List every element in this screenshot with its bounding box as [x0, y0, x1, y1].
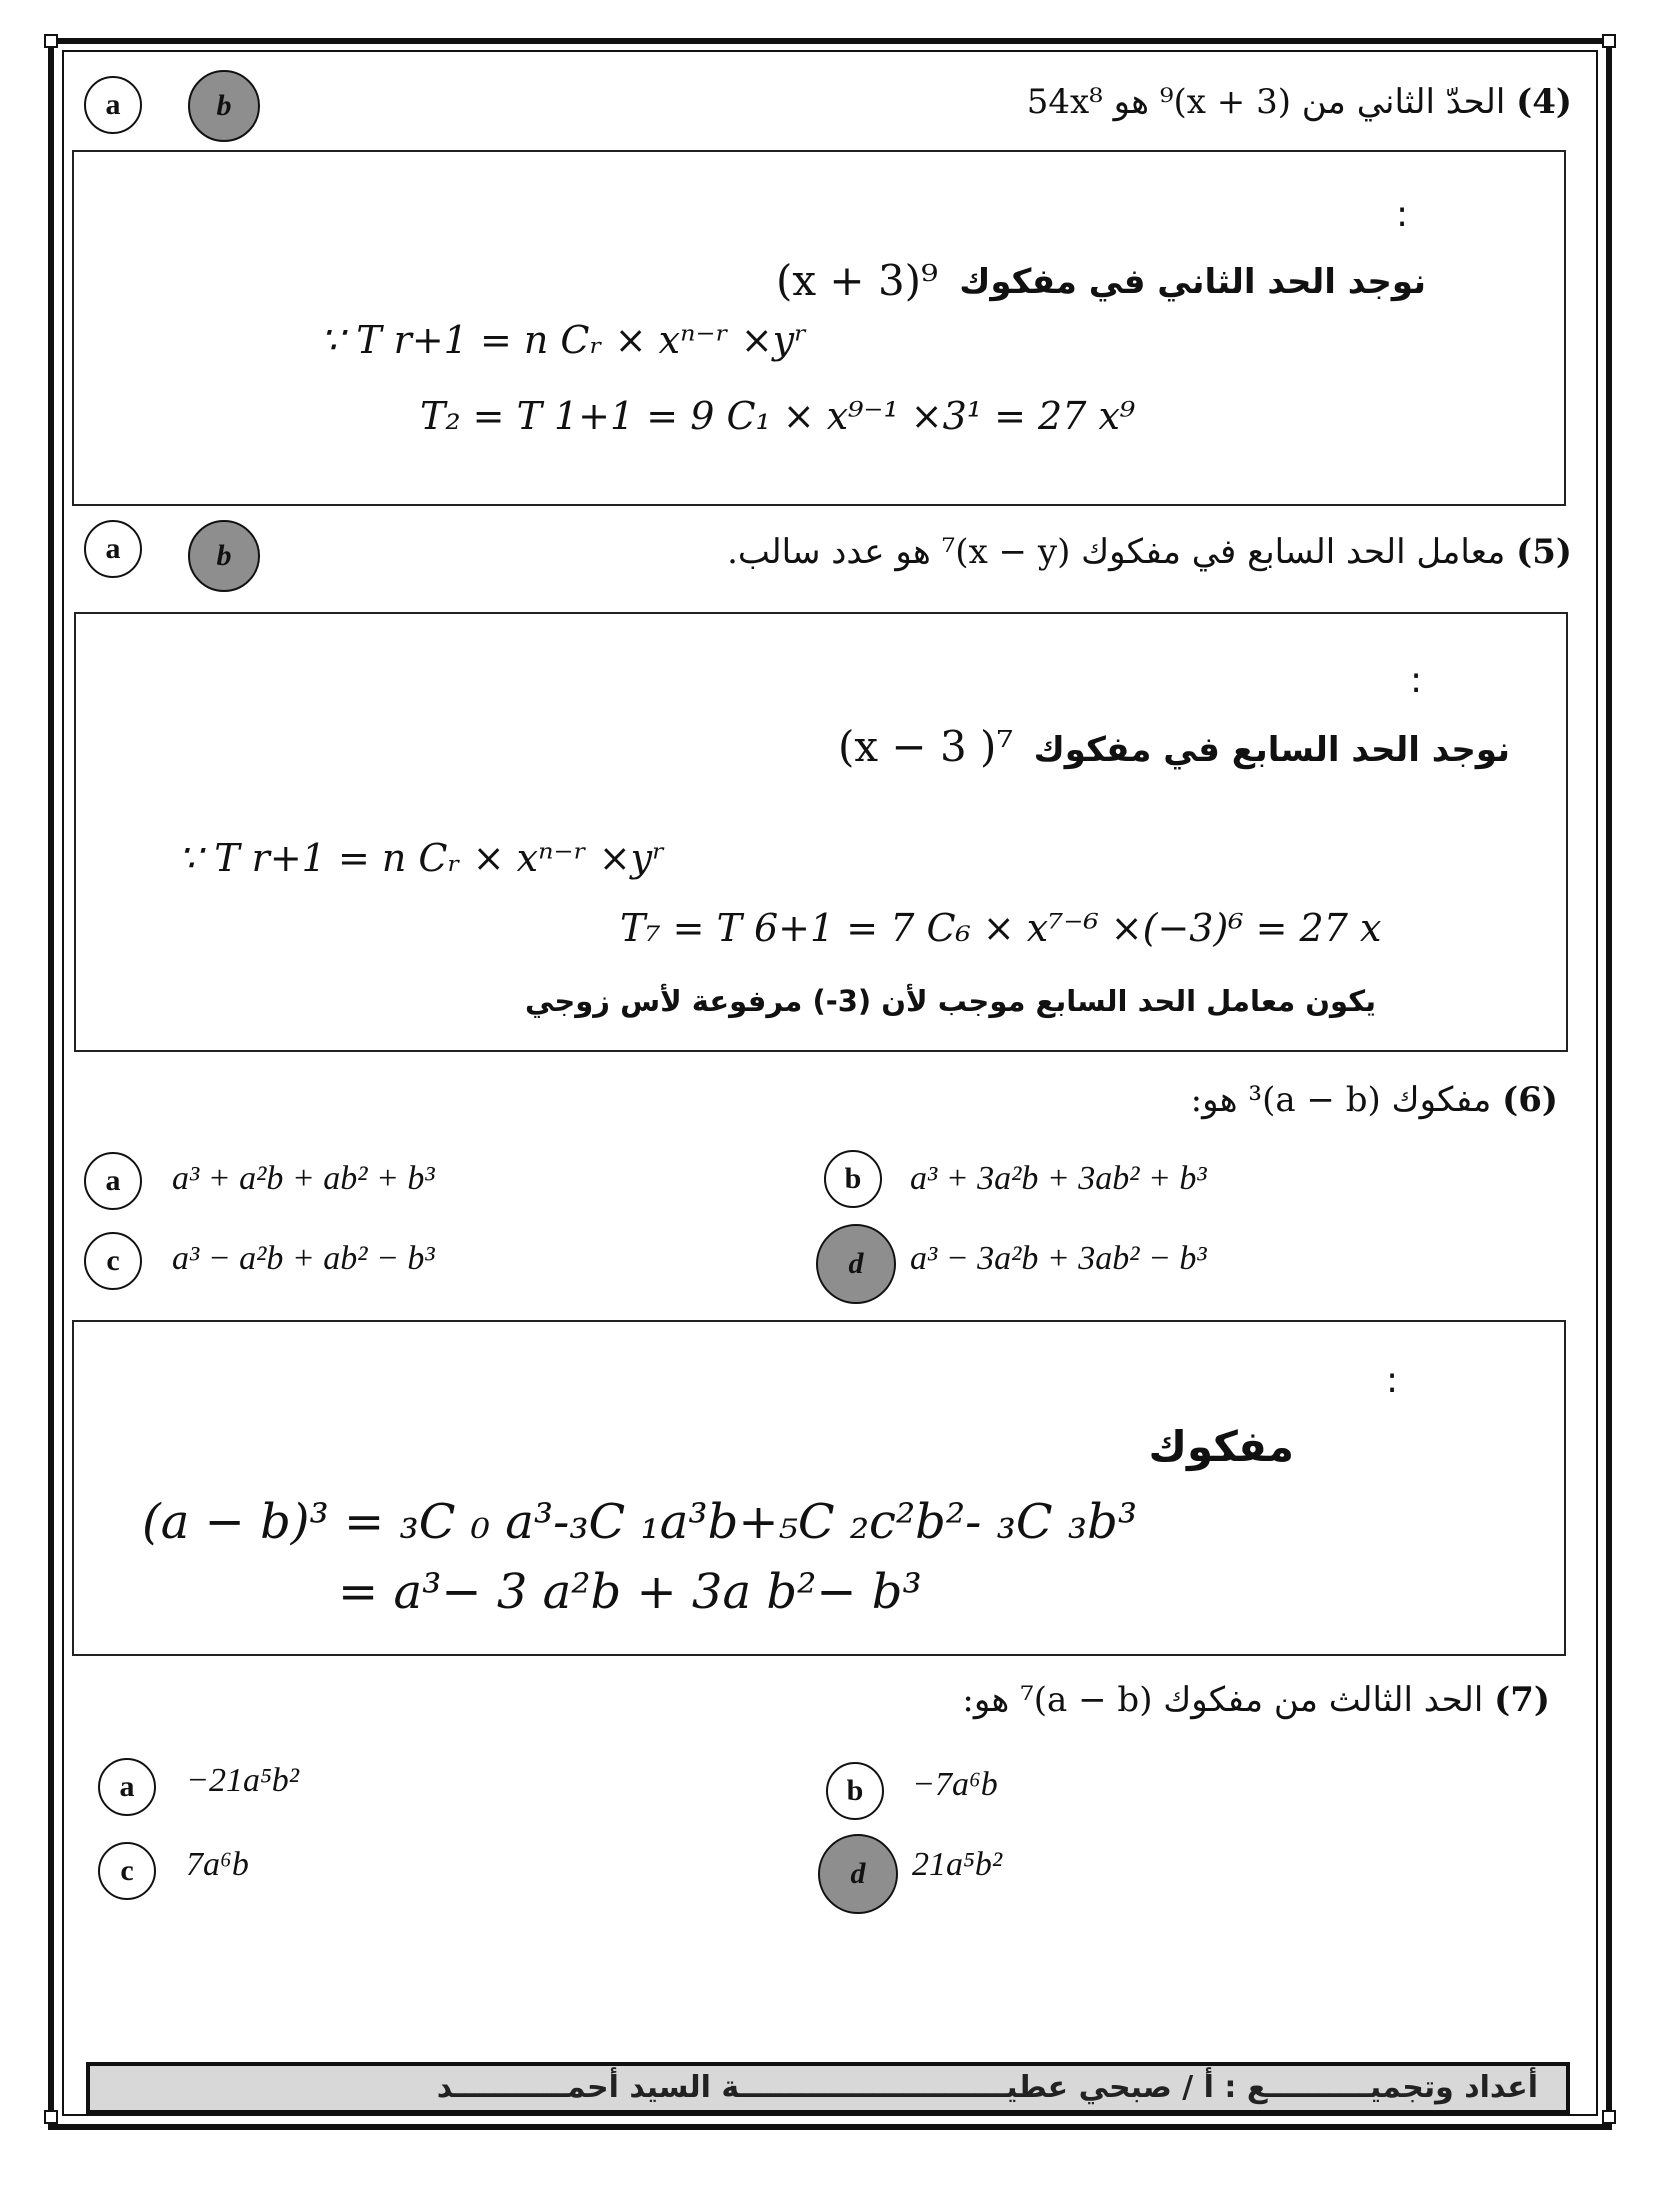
- q7-option-c-text: 7a⁶b: [186, 1846, 249, 1883]
- question-5: [727, 532, 1572, 572]
- q7-option-b-text: −7a⁶b: [912, 1766, 998, 1803]
- q7-choice-b[interactable]: b: [826, 1762, 884, 1820]
- q4-choice-b-selected[interactable]: b: [188, 70, 260, 142]
- q5-choice-b-selected[interactable]: b: [188, 520, 260, 592]
- question-text: الحد الثالث من مفكوك (a − b)⁷ هو:: [962, 1680, 1484, 1720]
- solution-colon: :: [1386, 1360, 1399, 1401]
- q7-choice-d-selected[interactable]: d: [818, 1834, 898, 1914]
- question-7: [962, 1680, 1550, 1720]
- q7-option-d-text: 21a⁵b²: [912, 1846, 1003, 1883]
- footer-credit: أعداد وتجميــــــــــع : أ / صبحي عطيــــــــــــــــــــــــــة السيد أحمـــــــــــد: [436, 2070, 1538, 2105]
- question-number: (6): [1502, 1080, 1558, 1120]
- q6-solution-heading: مفكوك: [1148, 1422, 1294, 1471]
- footer-banner: [86, 2062, 1570, 2114]
- q7-choice-c[interactable]: c: [98, 1842, 156, 1900]
- frame-corner: [44, 2110, 58, 2124]
- q6-option-b-text: a³ + 3a²b + 3ab² + b³: [910, 1160, 1207, 1197]
- q4-solution-expr: (x + 3)⁹: [776, 256, 938, 305]
- q6-choice-a[interactable]: a: [84, 1152, 142, 1210]
- question-number: (5): [1516, 532, 1572, 572]
- q5-solution-step: T₇ = T 6+1 = 7 C₆ × x⁷⁻⁶ ×(−3)⁶ = 27 x: [620, 906, 1382, 950]
- q6-option-a-text: a³ + a²b + ab² + b³: [172, 1160, 435, 1197]
- question-number: (7): [1494, 1680, 1550, 1720]
- solution-colon: :: [1410, 660, 1423, 701]
- q4-solution-box: [72, 150, 1566, 506]
- q6-option-d-text: a³ − 3a²b + 3ab² − b³: [910, 1240, 1207, 1277]
- q5-solution-expr: (x − 3 )⁷: [838, 722, 1014, 771]
- q6-choice-b[interactable]: b: [824, 1150, 882, 1208]
- q6-choice-c[interactable]: c: [84, 1232, 142, 1290]
- question-4: [1027, 82, 1572, 122]
- question-text: الحدّ الثاني من (x + 3)⁹ هو 54x⁸: [1026, 82, 1506, 122]
- question-text: معامل الحد السابع في مفكوك (x − y)⁷ هو عدد سالب.: [727, 532, 1506, 572]
- q7-option-a-text: −21a⁵b²: [186, 1762, 299, 1799]
- q4-solution-heading: نوجد الحد الثاني في مفكوك: [959, 262, 1426, 302]
- q4-choice-a[interactable]: a: [84, 76, 142, 134]
- q6-option-c-text: a³ − a²b + ab² − b³: [172, 1240, 435, 1277]
- q6-choice-d-selected[interactable]: d: [816, 1224, 896, 1304]
- q6-solution-line1: (a − b)³ = ₃C ₀ a³-₃C ₁a³b+₅C ₂c²b²- ₃C ₃b³: [142, 1494, 1138, 1550]
- q4-solution-step: T₂ = T 1+1 = 9 C₁ × x⁹⁻¹ ×3¹ = 27 x⁹: [420, 394, 1136, 438]
- question-number: (4): [1516, 82, 1572, 122]
- q6-solution-line2: = a³− 3 a²b + 3a b²− b³: [338, 1564, 922, 1620]
- q7-choice-a[interactable]: a: [98, 1758, 156, 1816]
- q5-solution-heading: نوجد الحد السابع في مفكوك: [1033, 730, 1510, 770]
- question-text: مفكوك (a − b)³ هو:: [1190, 1080, 1492, 1120]
- q5-choice-a[interactable]: a: [84, 520, 142, 578]
- q5-solution-note: يكون معامل الحد السابع موجب لأن (3-) مرفوعة لأس زوجي: [525, 984, 1376, 1018]
- frame-corner: [44, 34, 58, 48]
- q5-solution-formula: ∵ T r+1 = n Cᵣ × xⁿ⁻ʳ ×yʳ: [178, 836, 666, 880]
- q4-solution-formula: ∵ T r+1 = n Cᵣ × xⁿ⁻ʳ ×yʳ: [320, 318, 808, 362]
- frame-corner: [1602, 2110, 1616, 2124]
- frame-corner: [1602, 34, 1616, 48]
- solution-colon: :: [1396, 194, 1409, 235]
- question-6: [1191, 1080, 1558, 1120]
